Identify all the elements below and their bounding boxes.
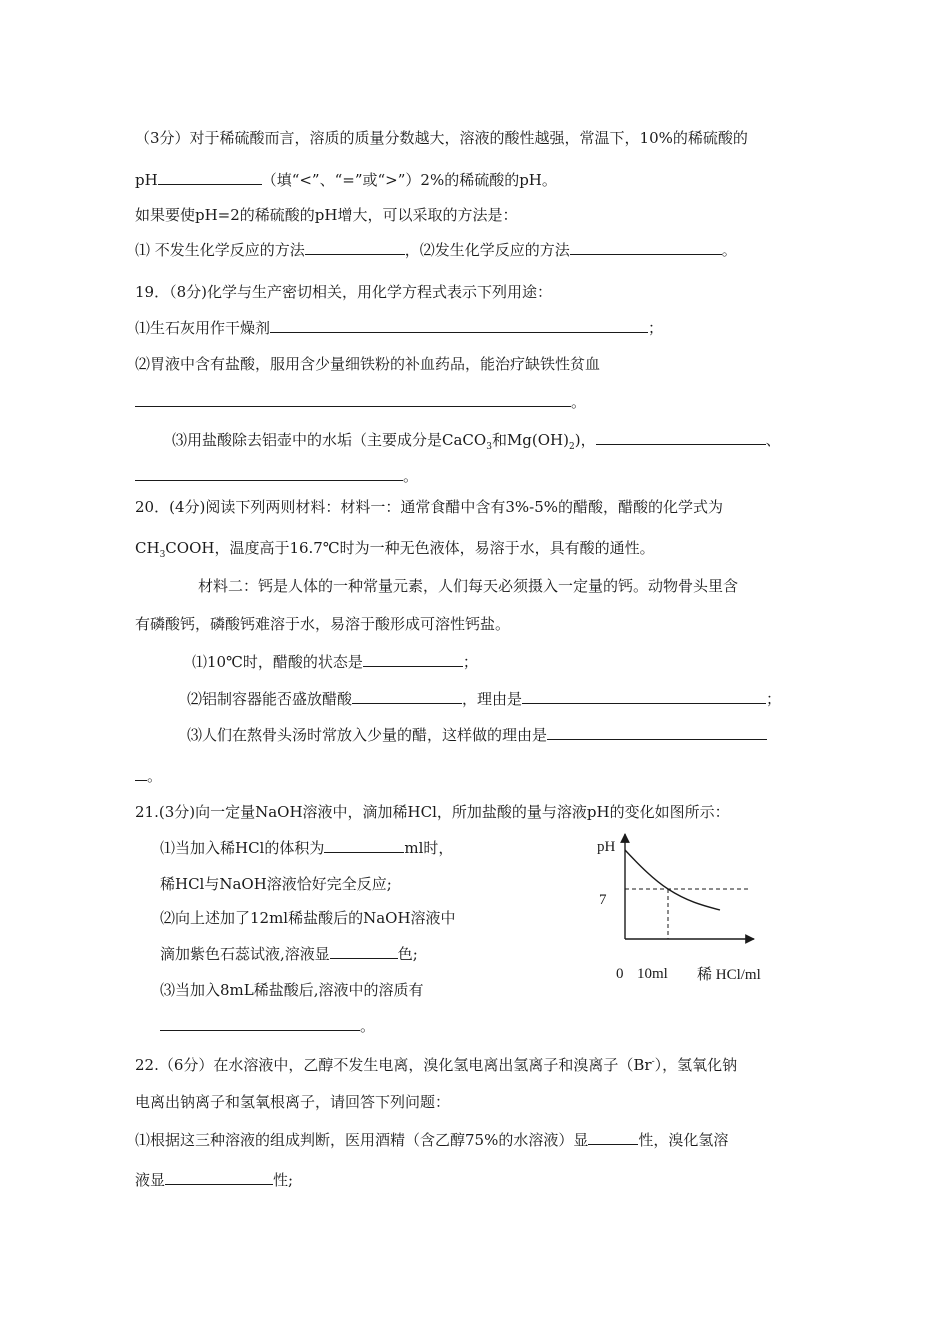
answer-blank[interactable] [330, 944, 398, 959]
q21-line-7: 。 [160, 1016, 375, 1036]
q18-line-4: ⑴ 不发生化学反应的方法 ，⑵发生化学反应的方法 。 [135, 241, 737, 259]
answer-blank[interactable] [363, 652, 463, 667]
q18-line-1: （3分）对于稀硫酸而言，溶质的质量分数越大，溶液的酸性越强，常温下，10%的稀硫酸的 [135, 129, 748, 147]
q20-line-4: 有磷酸钙，磷酸钙难溶于水，易溶于酸形成可溶性钙盐。 [135, 615, 511, 633]
q20-line-2: $CH_3COOH$，温度高于16.7℃时为一种无色液体，易溶于水，具有酸的通性。 [135, 539, 655, 560]
origin-label: 0 [616, 966, 624, 982]
q21-line-6: ⑶当加入8mL稀盐酸后,溶液中的溶质有 [160, 981, 424, 999]
answer-blank[interactable] [158, 170, 262, 185]
q22-line-1: 22.（6分）在水溶液中，乙醇不发生电离，溴化氢电离出氢离子和溴离子（Br-），氢氧化钠 [135, 1056, 738, 1074]
q18-line-2: pH （填“<”、“=”或“>”）2%的稀硫酸的pH。 [135, 171, 557, 189]
answer-blank[interactable] [305, 240, 405, 255]
q20-line-7: ⑶人们在熬骨头汤时常放入少量的醋，这样做的理由是 [187, 725, 767, 745]
answer-blank[interactable] [547, 725, 767, 740]
q19-line-2: ⑴生石灰用作干燥剂 ； [135, 319, 664, 337]
ph-titration-chart [590, 828, 780, 993]
answer-blank[interactable] [270, 318, 648, 333]
answer-blank[interactable] [160, 1016, 360, 1031]
y-axis-label: pH [597, 839, 616, 855]
q21-line-2: ⑴当加入稀HCl的体积为 ml时， [160, 839, 454, 857]
q19-line-1: 19．（8分)化学与生产密切相关，用化学方程式表示下列用途： [135, 283, 552, 301]
answer-blank[interactable] [324, 838, 404, 853]
answer-blank[interactable] [135, 766, 147, 781]
q22-line-4: 液显 性; [135, 1171, 294, 1189]
answer-blank[interactable] [135, 392, 571, 407]
answer-blank[interactable] [588, 1130, 638, 1145]
q19-line-4: 。 [135, 392, 586, 412]
answer-blank[interactable] [135, 466, 403, 481]
q19-line-6: 。 [135, 466, 418, 486]
q18-line-3: 如果要使pH=2的稀硫酸的pH增大，可以采取的方法是： [135, 206, 518, 224]
q20-line-6: ⑵铝制容器能否盛放醋酸 ，理由是 ； [187, 690, 782, 708]
q21-line-4: ⑵向上述加了12ml稀盐酸后的NaOH溶液中 [160, 909, 456, 927]
q21-line-1: 21.(3分)向一定量NaOH溶液中，滴加稀HCl，所加盐酸的量与溶液pH的变化如图所示： [135, 803, 730, 821]
answer-blank[interactable] [352, 689, 462, 704]
q19-line-5: ⑶用盐酸除去铝壶中的水垢（主要成分是CaCO$_3$和$Mg(OH)_2$)， 、 [172, 431, 781, 452]
q20-line-1: 20．(4分)阅读下列两则材料：材料一：通常食醋中含有3%-5%的醋酸，醋酸的化学式为 [135, 498, 723, 516]
answer-blank[interactable] [165, 1170, 273, 1185]
q20-line-3: 材料二：钙是人体的一种常量元素，人们每天必须摄入一定量的钙。动物骨头里含 [198, 577, 739, 595]
ph-curve [625, 850, 720, 910]
x-tick-label-10ml: 10ml [637, 966, 668, 982]
q22-line-2: 电离出钠离子和氢氧根离子，请回答下列问题： [135, 1093, 451, 1111]
q19-line-3: ⑵胃液中含有盐酸，服用含少量细铁粉的补血药品，能治疗缺铁性贫血 [135, 355, 601, 373]
q20-line-5: ⑴10℃时，醋酸的状态是 ； [192, 653, 478, 671]
q20-line-8: 。 [135, 766, 162, 786]
x-axis-label: 稀 HCl/ml [697, 967, 761, 983]
answer-blank[interactable] [570, 240, 722, 255]
q21-line-3: 稀HCl与NaOH溶液恰好完全反应; [160, 875, 392, 893]
answer-blank[interactable] [596, 430, 766, 445]
q22-line-3: ⑴根据这三种溶液的组成判断，医用酒精（含乙醇75%的水溶液）显 性，溴化氢溶 [135, 1131, 729, 1149]
y-tick-label-7: 7 [599, 892, 607, 908]
answer-blank[interactable] [522, 689, 766, 704]
q21-line-5: 滴加紫色石蕊试液,溶液显 色; [160, 945, 418, 963]
